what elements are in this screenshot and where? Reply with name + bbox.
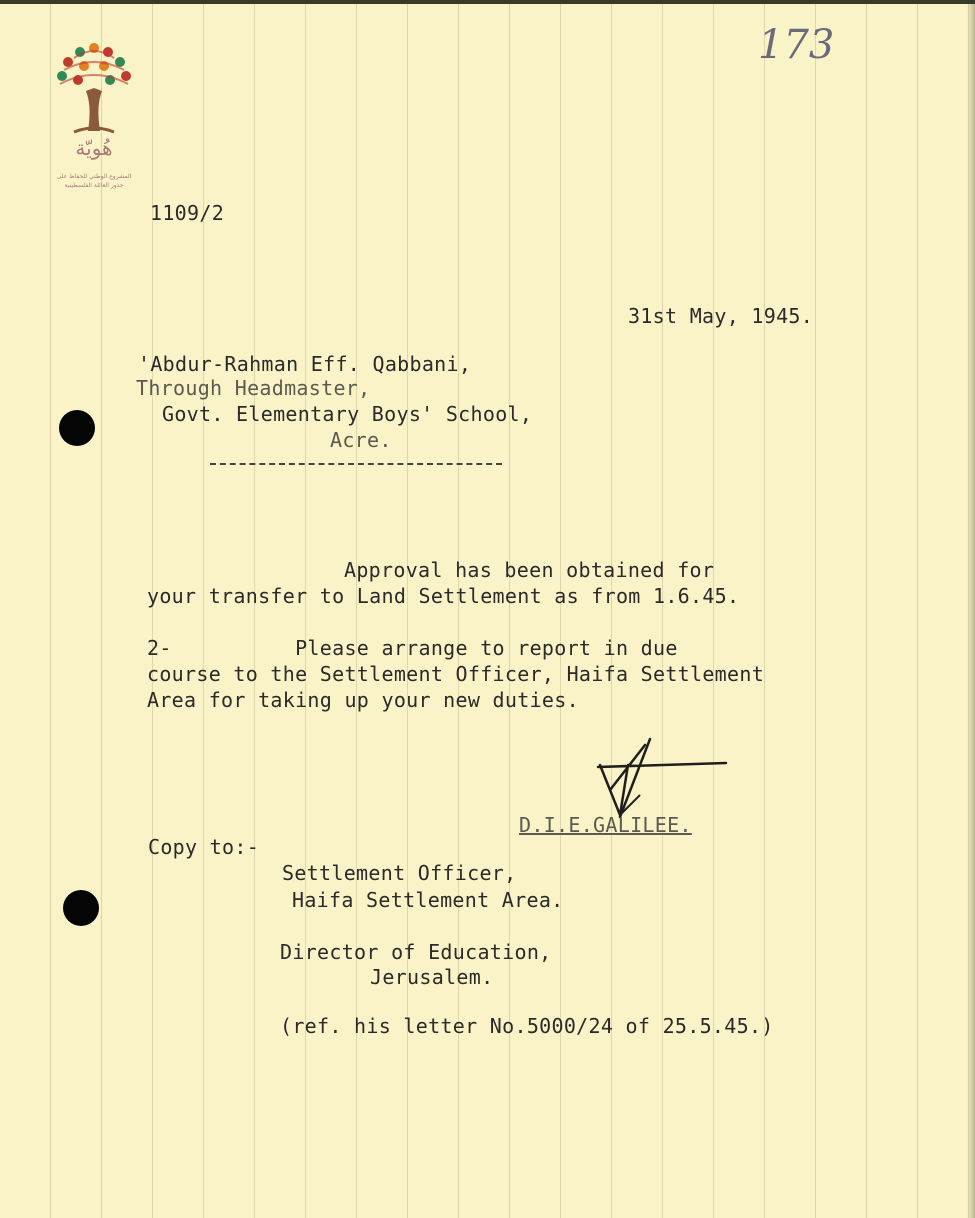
logo-subtitle-line1: المشروع الوطني للحفاظ على	[56, 173, 132, 180]
body-p2-line1: 2- Please arrange to report in due	[147, 636, 678, 660]
addressee-line1: 'Abdur-Rahman Eff. Qabbani,	[138, 352, 472, 376]
logo-title: هُويّة	[75, 136, 113, 160]
copy-recipient2-line2: Jerusalem.	[370, 965, 494, 989]
copy-recipient1-line1: Settlement Officer,	[282, 861, 517, 885]
page-right-edge	[967, 0, 975, 1218]
signature-scrawl-icon	[590, 735, 730, 825]
body-p2-line2: course to the Settlement Officer, Haifa Settlement	[147, 662, 765, 686]
letter-date: 31st May, 1945.	[628, 304, 814, 328]
handwritten-page-number: 173	[758, 22, 835, 68]
addressee-line2: Through Headmaster,	[136, 376, 371, 400]
file-reference: 1109/2	[150, 201, 225, 225]
copy-recipient2-note: (ref. his letter No.5000/24 of 25.5.45.)	[280, 1014, 774, 1038]
body-p2-line3: Area for taking up your new duties.	[147, 688, 579, 712]
copy-to-heading: Copy to:-	[148, 835, 260, 859]
copy-recipient1-line2: Haifa Settlement Area.	[292, 888, 564, 912]
logo-subtitle-line2: جذور العائلة الفلسطينية	[64, 182, 124, 189]
watermark-logo	[44, 36, 144, 196]
body-p1-line1: Approval has been obtained for	[344, 558, 715, 582]
addressee-line4: Acre.	[330, 428, 392, 452]
punch-hole-lower	[63, 890, 99, 926]
addressee-line3: Govt. Elementary Boys' School,	[162, 402, 533, 426]
address-underline	[210, 463, 502, 465]
tree-logo-icon	[44, 36, 144, 136]
copy-recipient2-line1: Director of Education,	[280, 940, 552, 964]
signatory-title: D.I.E.GALILEE.	[519, 813, 692, 837]
body-p1-line2: your transfer to Land Settlement as from 1.6.45.	[147, 584, 740, 608]
page-top-edge	[0, 0, 975, 4]
punch-hole-upper	[59, 410, 95, 446]
